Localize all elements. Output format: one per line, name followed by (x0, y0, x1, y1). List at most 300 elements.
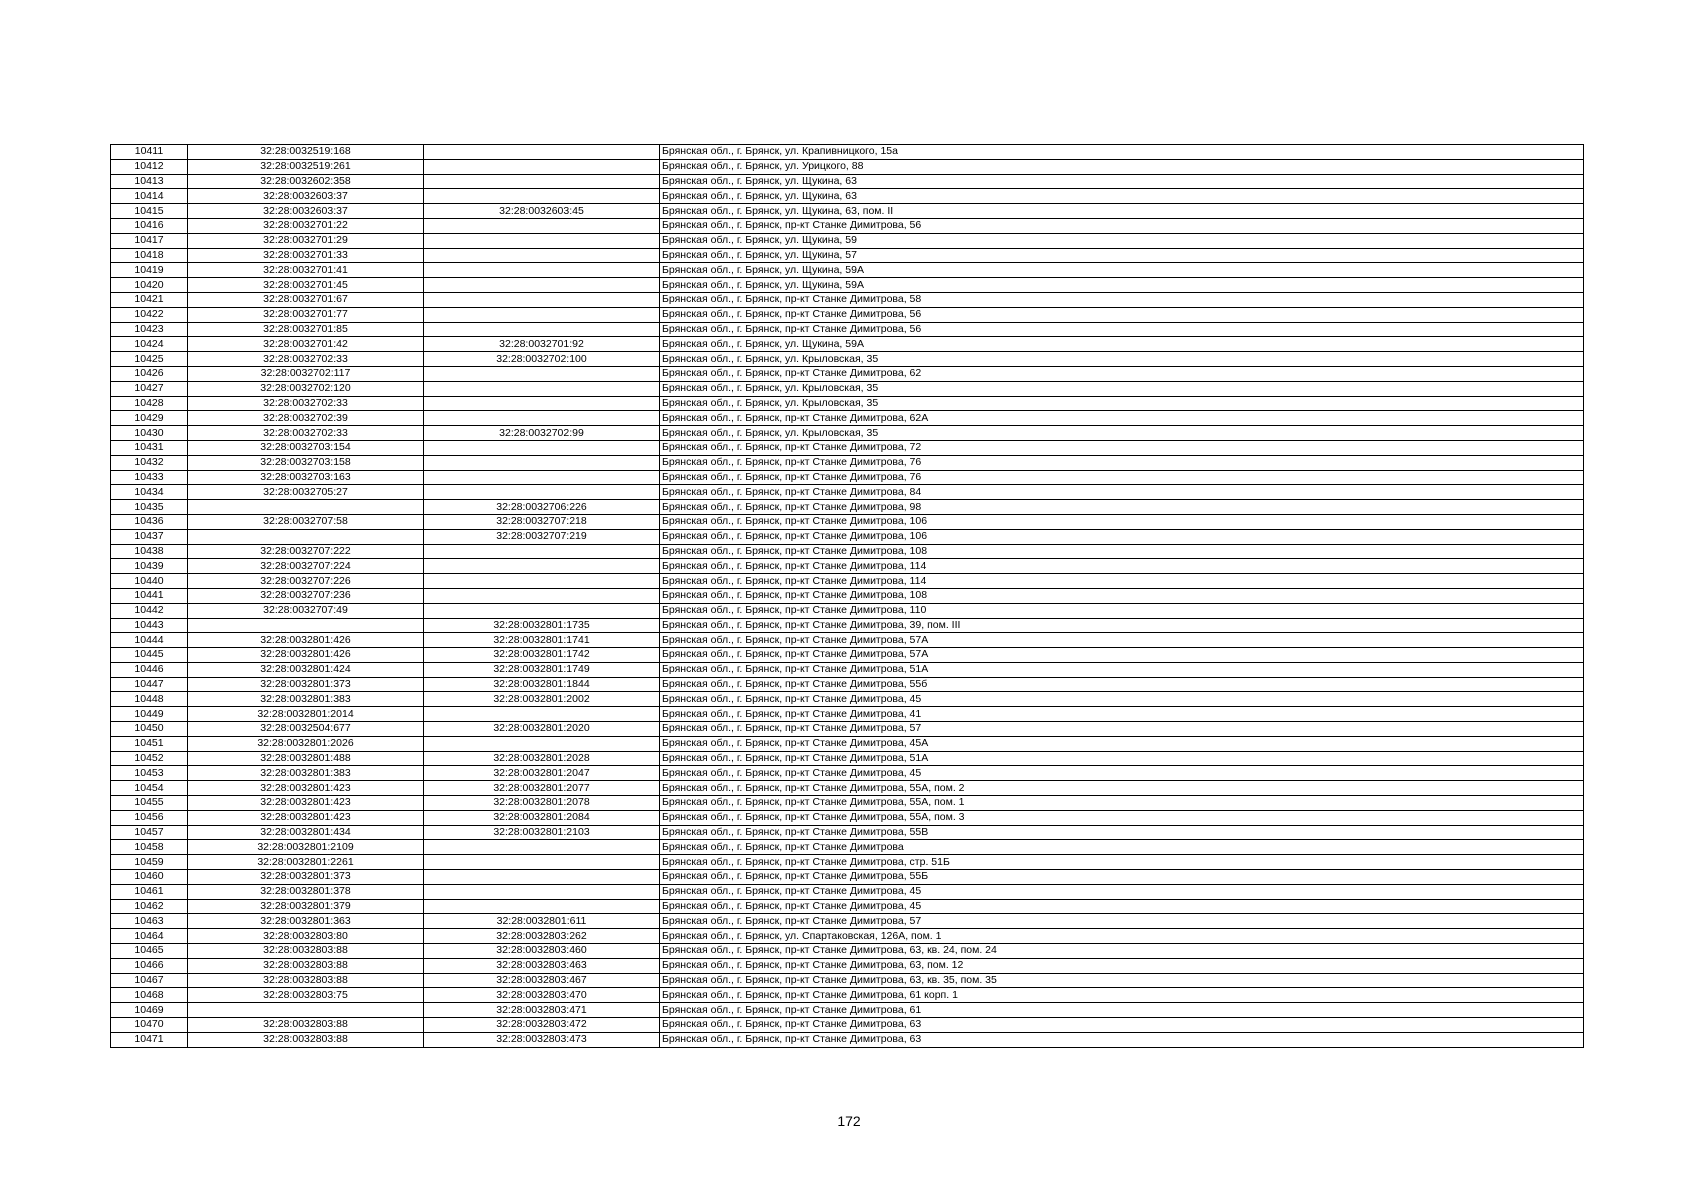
table-row (111, 840, 1584, 855)
row-number-cell: 10414 (111, 189, 188, 204)
parcel-number-cell: 32:28:0032801:2014 (188, 707, 424, 722)
building-number-cell: 32:28:0032801:1735 (424, 618, 660, 633)
table-row (111, 145, 1584, 160)
address-cell: Брянская обл., г. Брянск, пр-кт Станке Димитрова, 56 (660, 322, 1584, 337)
building-number-cell: 32:28:0032803:472 (424, 1018, 660, 1033)
address-cell: Брянская обл., г. Брянск, пр-кт Станке Димитрова, 55Б (660, 870, 1584, 885)
table-row (111, 914, 1584, 929)
parcel-number-cell: 32:28:0032707:236 (188, 588, 424, 603)
building-number-cell: 32:28:0032803:471 (424, 1003, 660, 1018)
building-number-cell: 32:28:0032707:219 (424, 529, 660, 544)
registry-table (110, 144, 1584, 1048)
table-row (111, 470, 1584, 485)
parcel-number-cell: 32:28:0032701:42 (188, 337, 424, 352)
parcel-number-cell: 32:28:0032602:358 (188, 174, 424, 189)
table-row (111, 707, 1584, 722)
table-row (111, 218, 1584, 233)
address-cell: Брянская обл., г. Брянск, пр-кт Станке Димитрова, 76 (660, 455, 1584, 470)
address-cell: Брянская обл., г. Брянск, пр-кт Станке Димитрова, 45 (660, 899, 1584, 914)
parcel-number-cell: 32:28:0032801:383 (188, 766, 424, 781)
table-row (111, 603, 1584, 618)
table-row (111, 574, 1584, 589)
row-number-cell: 10465 (111, 944, 188, 959)
building-number-cell (424, 411, 660, 426)
building-number-cell (424, 174, 660, 189)
row-number-cell: 10458 (111, 840, 188, 855)
table-row (111, 292, 1584, 307)
building-number-cell (424, 248, 660, 263)
parcel-number-cell: 32:28:0032519:168 (188, 145, 424, 160)
row-number-cell: 10428 (111, 396, 188, 411)
row-number-cell: 10457 (111, 825, 188, 840)
building-number-cell: 32:28:0032801:2084 (424, 810, 660, 825)
building-number-cell (424, 263, 660, 278)
parcel-number-cell: 32:28:0032702:33 (188, 426, 424, 441)
parcel-number-cell: 32:28:0032701:77 (188, 307, 424, 322)
row-number-cell: 10443 (111, 618, 188, 633)
address-cell: Брянская обл., г. Брянск, пр-кт Станке Димитрова, 114 (660, 559, 1584, 574)
address-cell: Брянская обл., г. Брянск, пр-кт Станке Димитрова, 57А (660, 633, 1584, 648)
row-number-cell: 10456 (111, 810, 188, 825)
row-number-cell: 10435 (111, 500, 188, 515)
table-row (111, 529, 1584, 544)
table-row (111, 1032, 1584, 1047)
row-number-cell: 10439 (111, 559, 188, 574)
parcel-number-cell: 32:28:0032801:488 (188, 751, 424, 766)
address-cell: Брянская обл., г. Брянск, пр-кт Станке Димитрова, 56 (660, 218, 1584, 233)
building-number-cell: 32:28:0032801:2077 (424, 781, 660, 796)
row-number-cell: 10423 (111, 322, 188, 337)
table-row (111, 322, 1584, 337)
parcel-number-cell (188, 618, 424, 633)
row-number-cell: 10447 (111, 677, 188, 692)
table-row (111, 929, 1584, 944)
row-number-cell: 10413 (111, 174, 188, 189)
address-cell: Брянская обл., г. Брянск, пр-кт Станке Димитрова, 56 (660, 307, 1584, 322)
table-row (111, 1003, 1584, 1018)
table-row (111, 810, 1584, 825)
parcel-number-cell: 32:28:0032801:383 (188, 692, 424, 707)
row-number-cell: 10416 (111, 218, 188, 233)
building-number-cell (424, 485, 660, 500)
parcel-number-cell: 32:28:0032801:434 (188, 825, 424, 840)
address-cell: Брянская обл., г. Брянск, пр-кт Станке Димитрова, 55А, пом. 2 (660, 781, 1584, 796)
address-cell: Брянская обл., г. Брянск, пр-кт Станке Димитрова, 39, пом. III (660, 618, 1584, 633)
address-cell: Брянская обл., г. Брянск, пр-кт Станке Димитрова, 57 (660, 914, 1584, 929)
parcel-number-cell: 32:28:0032701:45 (188, 278, 424, 293)
row-number-cell: 10436 (111, 514, 188, 529)
building-number-cell: 32:28:0032803:262 (424, 929, 660, 944)
building-number-cell: 32:28:0032603:45 (424, 204, 660, 219)
row-number-cell: 10450 (111, 722, 188, 737)
building-number-cell: 32:28:0032707:218 (424, 514, 660, 529)
parcel-number-cell: 32:28:0032803:88 (188, 1032, 424, 1047)
address-cell: Брянская обл., г. Брянск, пр-кт Станке Димитрова, 98 (660, 500, 1584, 515)
table-row (111, 588, 1584, 603)
row-number-cell: 10453 (111, 766, 188, 781)
building-number-cell: 32:28:0032801:2078 (424, 796, 660, 811)
address-cell: Брянская обл., г. Брянск, пр-кт Станке Димитрова, 108 (660, 588, 1584, 603)
table-row (111, 366, 1584, 381)
address-cell: Брянская обл., г. Брянск, пр-кт Станке Димитрова, 51А (660, 751, 1584, 766)
table-row (111, 973, 1584, 988)
parcel-number-cell: 32:28:0032803:75 (188, 988, 424, 1003)
table-row (111, 233, 1584, 248)
address-cell: Брянская обл., г. Брянск, пр-кт Станке Димитрова, 55В (660, 825, 1584, 840)
building-number-cell (424, 381, 660, 396)
table-row (111, 455, 1584, 470)
row-number-cell: 10464 (111, 929, 188, 944)
building-number-cell: 32:28:0032701:92 (424, 337, 660, 352)
parcel-number-cell: 32:28:0032801:373 (188, 677, 424, 692)
table-row (111, 396, 1584, 411)
table-row (111, 1018, 1584, 1033)
parcel-number-cell: 32:28:0032801:373 (188, 870, 424, 885)
parcel-number-cell (188, 500, 424, 515)
parcel-number-cell: 32:28:0032707:224 (188, 559, 424, 574)
building-number-cell: 32:28:0032803:460 (424, 944, 660, 959)
parcel-number-cell: 32:28:0032801:378 (188, 884, 424, 899)
row-number-cell: 10434 (111, 485, 188, 500)
address-cell: Брянская обл., г. Брянск, ул. Щукина, 59А (660, 278, 1584, 293)
address-cell: Брянская обл., г. Брянск, пр-кт Станке Димитрова, 45 (660, 884, 1584, 899)
parcel-number-cell (188, 529, 424, 544)
building-number-cell (424, 396, 660, 411)
building-number-cell: 32:28:0032702:100 (424, 352, 660, 367)
parcel-number-cell: 32:28:0032702:120 (188, 381, 424, 396)
address-cell: Брянская обл., г. Брянск, пр-кт Станке Димитрова, 61 корп. 1 (660, 988, 1584, 1003)
parcel-number-cell: 32:28:0032701:67 (188, 292, 424, 307)
parcel-number-cell: 32:28:0032701:29 (188, 233, 424, 248)
page-number: 172 (837, 1113, 861, 1129)
parcel-number-cell: 32:28:0032701:41 (188, 263, 424, 278)
address-cell: Брянская обл., г. Брянск, ул. Крыловская, 35 (660, 426, 1584, 441)
parcel-number-cell: 32:28:0032803:88 (188, 1018, 424, 1033)
address-cell: Брянская обл., г. Брянск, ул. Урицкого, 88 (660, 159, 1584, 174)
table-row (111, 263, 1584, 278)
address-cell: Брянская обл., г. Брянск, пр-кт Станке Димитрова (660, 840, 1584, 855)
table-row (111, 159, 1584, 174)
parcel-number-cell: 32:28:0032603:37 (188, 204, 424, 219)
address-cell: Брянская обл., г. Брянск, пр-кт Станке Димитрова, 110 (660, 603, 1584, 618)
parcel-number-cell: 32:28:0032707:58 (188, 514, 424, 529)
parcel-number-cell: 32:28:0032702:117 (188, 366, 424, 381)
building-number-cell (424, 603, 660, 618)
parcel-number-cell: 32:28:0032707:49 (188, 603, 424, 618)
building-number-cell: 32:28:0032803:467 (424, 973, 660, 988)
building-number-cell: 32:28:0032801:2020 (424, 722, 660, 737)
row-number-cell: 10444 (111, 633, 188, 648)
row-number-cell: 10420 (111, 278, 188, 293)
table-row (111, 648, 1584, 663)
address-cell: Брянская обл., г. Брянск, ул. Щукина, 57 (660, 248, 1584, 263)
building-number-cell (424, 855, 660, 870)
building-number-cell: 32:28:0032706:226 (424, 500, 660, 515)
table-row (111, 796, 1584, 811)
registry-table-body (111, 145, 1584, 1048)
parcel-number-cell: 32:28:0032801:363 (188, 914, 424, 929)
table-row (111, 426, 1584, 441)
address-cell: Брянская обл., г. Брянск, ул. Щукина, 59 (660, 233, 1584, 248)
parcel-number-cell: 32:28:0032701:85 (188, 322, 424, 337)
row-number-cell: 10430 (111, 426, 188, 441)
table-row (111, 514, 1584, 529)
table-row (111, 337, 1584, 352)
row-number-cell: 10467 (111, 973, 188, 988)
parcel-number-cell: 32:28:0032801:2261 (188, 855, 424, 870)
building-number-cell (424, 440, 660, 455)
building-number-cell (424, 233, 660, 248)
row-number-cell: 10415 (111, 204, 188, 219)
building-number-cell (424, 307, 660, 322)
table-row (111, 633, 1584, 648)
address-cell: Брянская обл., г. Брянск, пр-кт Станке Димитрова, 45 (660, 766, 1584, 781)
address-cell: Брянская обл., г. Брянск, пр-кт Станке Димитрова, 63 (660, 1018, 1584, 1033)
building-number-cell (424, 455, 660, 470)
building-number-cell (424, 559, 660, 574)
parcel-number-cell (188, 1003, 424, 1018)
address-cell: Брянская обл., г. Брянск, пр-кт Станке Димитрова, 41 (660, 707, 1584, 722)
parcel-number-cell: 32:28:0032705:27 (188, 485, 424, 500)
row-number-cell: 10449 (111, 707, 188, 722)
parcel-number-cell: 32:28:0032803:88 (188, 958, 424, 973)
row-number-cell: 10461 (111, 884, 188, 899)
row-number-cell: 10429 (111, 411, 188, 426)
row-number-cell: 10451 (111, 736, 188, 751)
building-number-cell (424, 544, 660, 559)
address-cell: Брянская обл., г. Брянск, пр-кт Станке Димитрова, стр. 51Б (660, 855, 1584, 870)
table-row (111, 781, 1584, 796)
address-cell: Брянская обл., г. Брянск, пр-кт Станке Димитрова, 57А (660, 648, 1584, 663)
table-row (111, 189, 1584, 204)
address-cell: Брянская обл., г. Брянск, пр-кт Станке Димитрова, 62 (660, 366, 1584, 381)
building-number-cell (424, 159, 660, 174)
address-cell: Брянская обл., г. Брянск, ул. Щукина, 59А (660, 337, 1584, 352)
row-number-cell: 10437 (111, 529, 188, 544)
building-number-cell: 32:28:0032801:2002 (424, 692, 660, 707)
building-number-cell: 32:28:0032803:470 (424, 988, 660, 1003)
table-row (111, 944, 1584, 959)
address-cell: Брянская обл., г. Брянск, ул. Щукина, 59А (660, 263, 1584, 278)
address-cell: Брянская обл., г. Брянск, пр-кт Станке Димитрова, 61 (660, 1003, 1584, 1018)
address-cell: Брянская обл., г. Брянск, пр-кт Станке Димитрова, 55А, пом. 3 (660, 810, 1584, 825)
building-number-cell: 32:28:0032801:2047 (424, 766, 660, 781)
row-number-cell: 10459 (111, 855, 188, 870)
row-number-cell: 10468 (111, 988, 188, 1003)
row-number-cell: 10424 (111, 337, 188, 352)
row-number-cell: 10442 (111, 603, 188, 618)
parcel-number-cell: 32:28:0032519:261 (188, 159, 424, 174)
address-cell: Брянская обл., г. Брянск, пр-кт Станке Димитрова, 45 (660, 692, 1584, 707)
table-row (111, 751, 1584, 766)
row-number-cell: 10412 (111, 159, 188, 174)
address-cell: Брянская обл., г. Брянск, пр-кт Станке Димитрова, 76 (660, 470, 1584, 485)
row-number-cell: 10441 (111, 588, 188, 603)
table-row (111, 174, 1584, 189)
address-cell: Брянская обл., г. Брянск, пр-кт Станке Димитрова, 51А (660, 662, 1584, 677)
table-row (111, 988, 1584, 1003)
address-cell: Брянская обл., г. Брянск, пр-кт Станке Димитрова, 106 (660, 529, 1584, 544)
building-number-cell: 32:28:0032803:463 (424, 958, 660, 973)
building-number-cell (424, 707, 660, 722)
address-cell: Брянская обл., г. Брянск, пр-кт Станке Димитрова, 63, кв. 24, пом. 24 (660, 944, 1584, 959)
parcel-number-cell: 32:28:0032801:426 (188, 648, 424, 663)
row-number-cell: 10445 (111, 648, 188, 663)
row-number-cell: 10411 (111, 145, 188, 160)
row-number-cell: 10438 (111, 544, 188, 559)
parcel-number-cell: 32:28:0032801:423 (188, 810, 424, 825)
address-cell: Брянская обл., г. Брянск, ул. Крыловская, 35 (660, 381, 1584, 396)
address-cell: Брянская обл., г. Брянск, ул. Щукина, 63, пом. II (660, 204, 1584, 219)
parcel-number-cell: 32:28:0032603:37 (188, 189, 424, 204)
table-row (111, 722, 1584, 737)
building-number-cell (424, 145, 660, 160)
address-cell: Брянская обл., г. Брянск, пр-кт Станке Димитрова, 55А, пом. 1 (660, 796, 1584, 811)
building-number-cell (424, 218, 660, 233)
parcel-number-cell: 32:28:0032504:677 (188, 722, 424, 737)
address-cell: Брянская обл., г. Брянск, пр-кт Станке Димитрова, 72 (660, 440, 1584, 455)
address-cell: Брянская обл., г. Брянск, пр-кт Станке Димитрова, 62А (660, 411, 1584, 426)
table-row (111, 766, 1584, 781)
row-number-cell: 10452 (111, 751, 188, 766)
parcel-number-cell: 32:28:0032707:222 (188, 544, 424, 559)
row-number-cell: 10470 (111, 1018, 188, 1033)
address-cell: Брянская обл., г. Брянск, пр-кт Станке Димитрова, 57 (660, 722, 1584, 737)
parcel-number-cell: 32:28:0032702:39 (188, 411, 424, 426)
building-number-cell (424, 870, 660, 885)
table-row (111, 855, 1584, 870)
building-number-cell (424, 470, 660, 485)
row-number-cell: 10418 (111, 248, 188, 263)
building-number-cell (424, 588, 660, 603)
row-number-cell: 10460 (111, 870, 188, 885)
building-number-cell: 32:28:0032803:473 (424, 1032, 660, 1047)
table-row (111, 559, 1584, 574)
building-number-cell (424, 736, 660, 751)
table-row (111, 825, 1584, 840)
table-row (111, 736, 1584, 751)
parcel-number-cell: 32:28:0032707:226 (188, 574, 424, 589)
address-cell: Брянская обл., г. Брянск, ул. Щукина, 63 (660, 189, 1584, 204)
table-row (111, 662, 1584, 677)
parcel-number-cell: 32:28:0032803:80 (188, 929, 424, 944)
parcel-number-cell: 32:28:0032801:423 (188, 781, 424, 796)
table-row (111, 618, 1584, 633)
address-cell: Брянская обл., г. Брянск, пр-кт Станке Димитрова, 108 (660, 544, 1584, 559)
row-number-cell: 10455 (111, 796, 188, 811)
row-number-cell: 10425 (111, 352, 188, 367)
building-number-cell: 32:28:0032801:1749 (424, 662, 660, 677)
row-number-cell: 10448 (111, 692, 188, 707)
building-number-cell: 32:28:0032801:1742 (424, 648, 660, 663)
row-number-cell: 10426 (111, 366, 188, 381)
parcel-number-cell: 32:28:0032702:33 (188, 396, 424, 411)
address-cell: Брянская обл., г. Брянск, ул. Крыловская, 35 (660, 396, 1584, 411)
table-row (111, 204, 1584, 219)
building-number-cell (424, 574, 660, 589)
row-number-cell: 10454 (111, 781, 188, 796)
row-number-cell: 10432 (111, 455, 188, 470)
address-cell: Брянская обл., г. Брянск, пр-кт Станке Димитрова, 45А (660, 736, 1584, 751)
parcel-number-cell: 32:28:0032703:163 (188, 470, 424, 485)
row-number-cell: 10440 (111, 574, 188, 589)
address-cell: Брянская обл., г. Брянск, пр-кт Станке Димитрова, 106 (660, 514, 1584, 529)
parcel-number-cell: 32:28:0032801:423 (188, 796, 424, 811)
building-number-cell: 32:28:0032801:1844 (424, 677, 660, 692)
table-row (111, 248, 1584, 263)
table-row (111, 677, 1584, 692)
parcel-number-cell: 32:28:0032702:33 (188, 352, 424, 367)
table-row (111, 958, 1584, 973)
table-row (111, 307, 1584, 322)
parcel-number-cell: 32:28:0032801:2109 (188, 840, 424, 855)
address-cell: Брянская обл., г. Брянск, пр-кт Станке Димитрова, 55б (660, 677, 1584, 692)
building-number-cell (424, 840, 660, 855)
row-number-cell: 10463 (111, 914, 188, 929)
address-cell: Брянская обл., г. Брянск, ул. Крыловская, 35 (660, 352, 1584, 367)
parcel-number-cell: 32:28:0032801:379 (188, 899, 424, 914)
row-number-cell: 10427 (111, 381, 188, 396)
building-number-cell (424, 322, 660, 337)
table-row (111, 278, 1584, 293)
row-number-cell: 10462 (111, 899, 188, 914)
parcel-number-cell: 32:28:0032801:426 (188, 633, 424, 648)
parcel-number-cell: 32:28:0032701:22 (188, 218, 424, 233)
building-number-cell: 32:28:0032801:1741 (424, 633, 660, 648)
table-row (111, 440, 1584, 455)
row-number-cell: 10446 (111, 662, 188, 677)
table-row (111, 381, 1584, 396)
address-cell: Брянская обл., г. Брянск, пр-кт Станке Димитрова, 58 (660, 292, 1584, 307)
parcel-number-cell: 32:28:0032801:424 (188, 662, 424, 677)
building-number-cell (424, 278, 660, 293)
address-cell: Брянская обл., г. Брянск, пр-кт Станке Димитрова, 114 (660, 574, 1584, 589)
address-cell: Брянская обл., г. Брянск, пр-кт Станке Димитрова, 63, пом. 12 (660, 958, 1584, 973)
row-number-cell: 10466 (111, 958, 188, 973)
table-row (111, 884, 1584, 899)
row-number-cell: 10469 (111, 1003, 188, 1018)
parcel-number-cell: 32:28:0032803:88 (188, 944, 424, 959)
address-cell: Брянская обл., г. Брянск, пр-кт Станке Димитрова, 63, кв. 35, пом. 35 (660, 973, 1584, 988)
parcel-number-cell: 32:28:0032703:154 (188, 440, 424, 455)
parcel-number-cell: 32:28:0032703:158 (188, 455, 424, 470)
table-row (111, 500, 1584, 515)
table-row (111, 352, 1584, 367)
table-row (111, 899, 1584, 914)
parcel-number-cell: 32:28:0032803:88 (188, 973, 424, 988)
address-cell: Брянская обл., г. Брянск, ул. Крапивницкого, 15а (660, 145, 1584, 160)
row-number-cell: 10422 (111, 307, 188, 322)
table-row (111, 411, 1584, 426)
table-row (111, 870, 1584, 885)
address-cell: Брянская обл., г. Брянск, пр-кт Станке Димитрова, 84 (660, 485, 1584, 500)
building-number-cell (424, 292, 660, 307)
address-cell: Брянская обл., г. Брянск, ул. Щукина, 63 (660, 174, 1584, 189)
address-cell: Брянская обл., г. Брянск, ул. Спартаковская, 126А, пом. 1 (660, 929, 1584, 944)
table-row (111, 544, 1584, 559)
parcel-number-cell: 32:28:0032701:33 (188, 248, 424, 263)
row-number-cell: 10431 (111, 440, 188, 455)
address-cell: Брянская обл., г. Брянск, пр-кт Станке Димитрова, 63 (660, 1032, 1584, 1047)
building-number-cell: 32:28:0032801:2028 (424, 751, 660, 766)
building-number-cell: 32:28:0032702:99 (424, 426, 660, 441)
table-row (111, 485, 1584, 500)
row-number-cell: 10421 (111, 292, 188, 307)
parcel-number-cell: 32:28:0032801:2026 (188, 736, 424, 751)
building-number-cell (424, 189, 660, 204)
row-number-cell: 10419 (111, 263, 188, 278)
row-number-cell: 10433 (111, 470, 188, 485)
